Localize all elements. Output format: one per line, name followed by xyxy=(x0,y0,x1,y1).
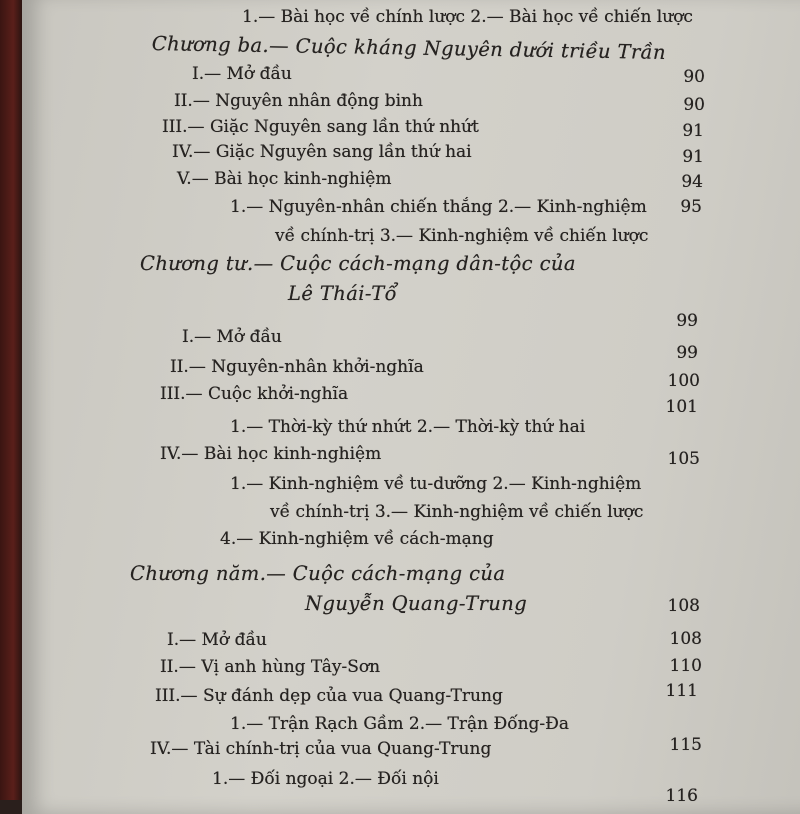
toc-entry: IV.— Giặc Nguyên sang lần thứ hai xyxy=(172,142,472,162)
page-number: 116 xyxy=(665,786,698,806)
page-number: 91 xyxy=(682,147,704,167)
page-number: 101 xyxy=(665,397,698,417)
page-number: 91 xyxy=(682,121,704,141)
toc-entry: IV.— Bài học kinh-nghiệm xyxy=(160,444,382,464)
page-number: 94 xyxy=(681,172,703,192)
page-number: 115 xyxy=(669,735,702,755)
chapter-heading: Lê Thái-Tổ xyxy=(288,282,397,305)
toc-entry: II.— Nguyên nhân động binh xyxy=(174,91,423,111)
toc-entry: I.— Mở đầu xyxy=(182,327,282,347)
toc-entry: III.— Cuộc khởi-nghĩa xyxy=(160,384,349,404)
book-spine-edge xyxy=(0,0,22,800)
chapter-heading: Chương năm.— Cuộc cách-mạng của xyxy=(130,562,506,585)
chapter-heading: Chương tư.— Cuộc cách-mạng dân-tộc của xyxy=(140,252,576,275)
page-number: 99 xyxy=(676,343,698,363)
toc-entry: 1.— Đối ngoại 2.— Đối nội xyxy=(212,769,439,789)
chapter-heading: Nguyễn Quang-Trung xyxy=(305,592,528,615)
toc-entry: III.— Sự đánh dẹp của vua Quang-Trung xyxy=(155,686,503,706)
toc-entry: III.— Giặc Nguyên sang lần thứ nhứt xyxy=(162,117,479,137)
page-number: 105 xyxy=(667,449,700,469)
page-number: 95 xyxy=(680,197,702,217)
chapter-heading: Chương ba.— Cuộc kháng Nguyên dưới triều Trần xyxy=(151,32,667,64)
toc-entry: về chính-trị 3.— Kinh-nghiệm về chiến lược xyxy=(270,502,644,522)
toc-entry: 1.— Bài học về chính lược 2.— Bài học về chiến lược xyxy=(242,7,693,27)
toc-entry: I.— Mở đầu xyxy=(167,630,267,650)
toc-entry: V.— Bài học kinh-nghiệm xyxy=(177,169,392,189)
book-page xyxy=(22,0,800,814)
toc-entry: I.— Mở đầu xyxy=(192,64,292,84)
toc-entry: 1.— Kinh-nghiệm về tu-dưỡng 2.— Kinh-nghiệm xyxy=(230,474,642,494)
page-number: 108 xyxy=(669,629,702,649)
toc-entry: II.— Nguyên-nhân khởi-nghĩa xyxy=(170,357,424,377)
page-number: 111 xyxy=(665,681,698,701)
toc-entry: II.— Vị anh hùng Tây-Sơn xyxy=(160,657,381,677)
page-number: 90 xyxy=(683,95,705,115)
toc-entry: 1.— Thời-kỳ thứ nhứt 2.— Thời-kỳ thứ hai xyxy=(230,417,586,437)
toc-entry: 1.— Nguyên-nhân chiến thắng 2.— Kinh-nghiệm xyxy=(230,197,647,217)
page-number: 90 xyxy=(683,67,705,87)
page-number: 100 xyxy=(667,371,700,391)
page-number: 110 xyxy=(669,656,702,676)
toc-entry: 1.— Trận Rạch Gầm 2.— Trận Đống-Đa xyxy=(230,714,570,734)
toc-entry: về chính-trị 3.— Kinh-nghiệm về chiến lược xyxy=(275,226,649,246)
page-number: 108 xyxy=(667,596,700,616)
toc-entry: IV.— Tài chính-trị của vua Quang-Trung xyxy=(150,739,492,759)
page-number: 99 xyxy=(676,311,698,331)
toc-entry: 4.— Kinh-nghiệm về cách-mạng xyxy=(220,529,494,549)
